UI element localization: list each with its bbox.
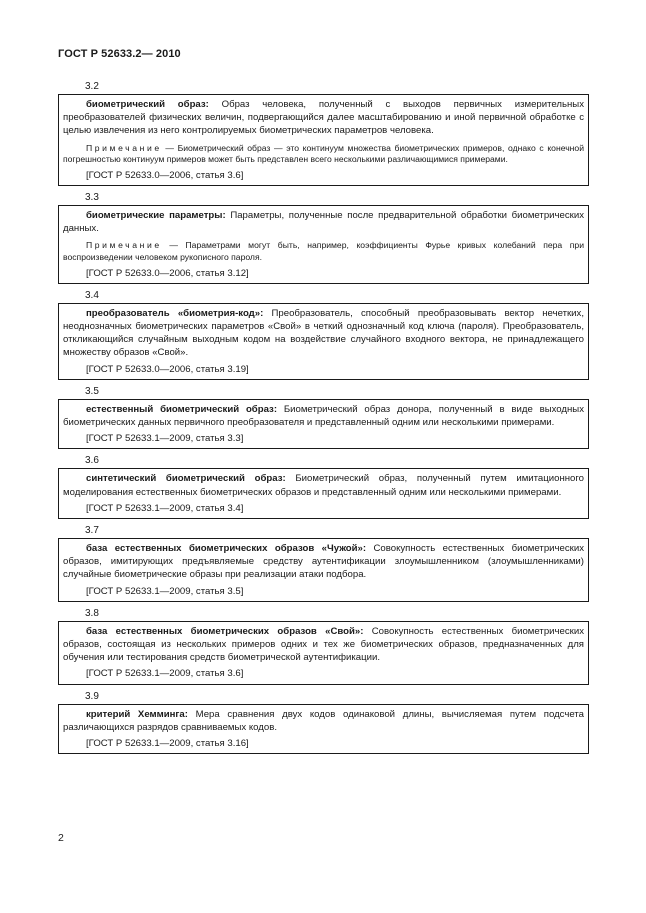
term-source: [ГОСТ Р 52633.1—2009, статья 3.6] bbox=[86, 668, 244, 680]
term-definition bbox=[63, 307, 584, 360]
term-entry bbox=[58, 468, 589, 519]
term-definition-text: Совокупность естественных биометрических образов, имитирующих предъявляемые средству аутентификации злоумышленником (злоумышленниками) случайные биометрические образы при реализации атаки подбора. bbox=[63, 543, 584, 581]
term-source: [ГОСТ Р 52633.1—2009, статья 3.5] bbox=[86, 585, 244, 597]
term-source: [ГОСТ Р 52633.0—2006, статья 3.6] bbox=[86, 169, 244, 181]
term-definition bbox=[63, 708, 584, 734]
term-entry bbox=[58, 704, 589, 755]
term-number: 3.6 bbox=[85, 455, 99, 467]
term-source: [ГОСТ Р 52633.1—2009, статья 3.16] bbox=[86, 738, 249, 750]
term-definition-text: Образ человека, полученный с выходов первичных измерительных преобразователей физических величин, подвергающийся далее масштабированию и иной первичной обработке с целью извлечения из него контролируемых биометрических параметров человека. bbox=[63, 99, 584, 137]
note-text: — Параметрами могут быть, например, коэффициенты Фурье кривых колебаний пера при воспроизведении человеком рукописного пароля. bbox=[63, 240, 584, 262]
document-header: ГОСТ Р 52633.2— 2010 bbox=[58, 48, 181, 60]
term-title: критерий Хемминга: bbox=[86, 708, 188, 720]
term-note bbox=[63, 240, 584, 263]
term-entry bbox=[58, 538, 589, 602]
term-definition-text: Преобразователь, способный преобразовывать вектор нечетких, неоднозначных биометрических параметров «Свой» в четкий однозначный код ключа (пароля). Преобразователь, откликающийся случайным выходным кодом на воздействие случайного входного вектора, не принадлежащего множеству образов «Свой». bbox=[63, 307, 584, 359]
term-definition-text: Биометрический образ донора, полученный в виде выходных биометрических данных первичного преобразователя и представленный одним или несколькими примерами. bbox=[63, 403, 584, 429]
term-title: синтетический биометрический образ: bbox=[86, 473, 286, 485]
term-source: [ГОСТ Р 52633.0—2006, статья 3.12] bbox=[86, 267, 249, 279]
term-source: [ГОСТ Р 52633.1—2009, статья 3.3] bbox=[86, 433, 244, 445]
term-definition bbox=[63, 472, 584, 498]
term-title: база естественных биометрических образов «Чужой»: bbox=[86, 543, 367, 555]
term-definition-text: Параметры, полученные после предварительной обработки биометрических данных. bbox=[63, 210, 585, 235]
note-text: — Биометрический образ — это континуум множества биометрических примеров, однако с конечной погрешностью континуум примеров может быть представлен всего несколькими различающимися примерами. bbox=[63, 142, 584, 165]
term-definition bbox=[63, 625, 584, 665]
term-entry bbox=[58, 399, 589, 450]
term-note bbox=[63, 143, 584, 166]
term-title: биометрические параметры: bbox=[86, 210, 226, 221]
term-definition bbox=[63, 209, 584, 235]
term-entry bbox=[58, 205, 589, 284]
term-definition bbox=[63, 542, 584, 582]
term-source: [ГОСТ Р 52633.1—2009, статья 3.4] bbox=[86, 502, 244, 514]
note-label: Примечание bbox=[86, 240, 162, 251]
term-title: биометрический образ: bbox=[86, 99, 209, 110]
term-list bbox=[58, 80, 589, 759]
term-title: преобразователь «биометрия-код»: bbox=[86, 307, 264, 319]
term-entry bbox=[58, 303, 589, 380]
page-number: 2 bbox=[58, 832, 64, 844]
term-number: 3.2 bbox=[85, 81, 99, 92]
term-source: [ГОСТ Р 52633.0—2006, статья 3.19] bbox=[86, 363, 249, 375]
term-entry bbox=[58, 94, 589, 186]
term-number: 3.5 bbox=[85, 385, 99, 397]
term-definition bbox=[63, 98, 584, 138]
term-number: 3.9 bbox=[85, 690, 99, 702]
term-number: 3.4 bbox=[85, 289, 99, 301]
term-title: база естественных биометрических образов «Свой»: bbox=[86, 625, 364, 637]
term-definition-text: Совокупность естественных биометрических образов, состоящая из нескольких примеров одних и тех же биометрических образов, предназначенных для обучения или тестирования средств биометрической аутентификации. bbox=[63, 625, 584, 664]
note-label: Примечание bbox=[86, 142, 162, 153]
term-entry bbox=[58, 621, 589, 685]
term-number: 3.8 bbox=[85, 607, 99, 619]
term-definition-text: Мера сравнения двух кодов одинаковой длины, вычисляемая путем подсчета различающихся разрядов сравниваемых кодов. bbox=[63, 708, 585, 733]
term-title: естественный биометрический образ: bbox=[86, 403, 278, 415]
term-number: 3.3 bbox=[85, 192, 99, 203]
term-definition-text: Биометрический образ, полученный путем имитационного моделирования естественных биометрических образов и представленный одним или несколькими примерами. bbox=[63, 473, 585, 498]
term-number: 3.7 bbox=[85, 525, 99, 537]
term-definition bbox=[63, 403, 584, 429]
